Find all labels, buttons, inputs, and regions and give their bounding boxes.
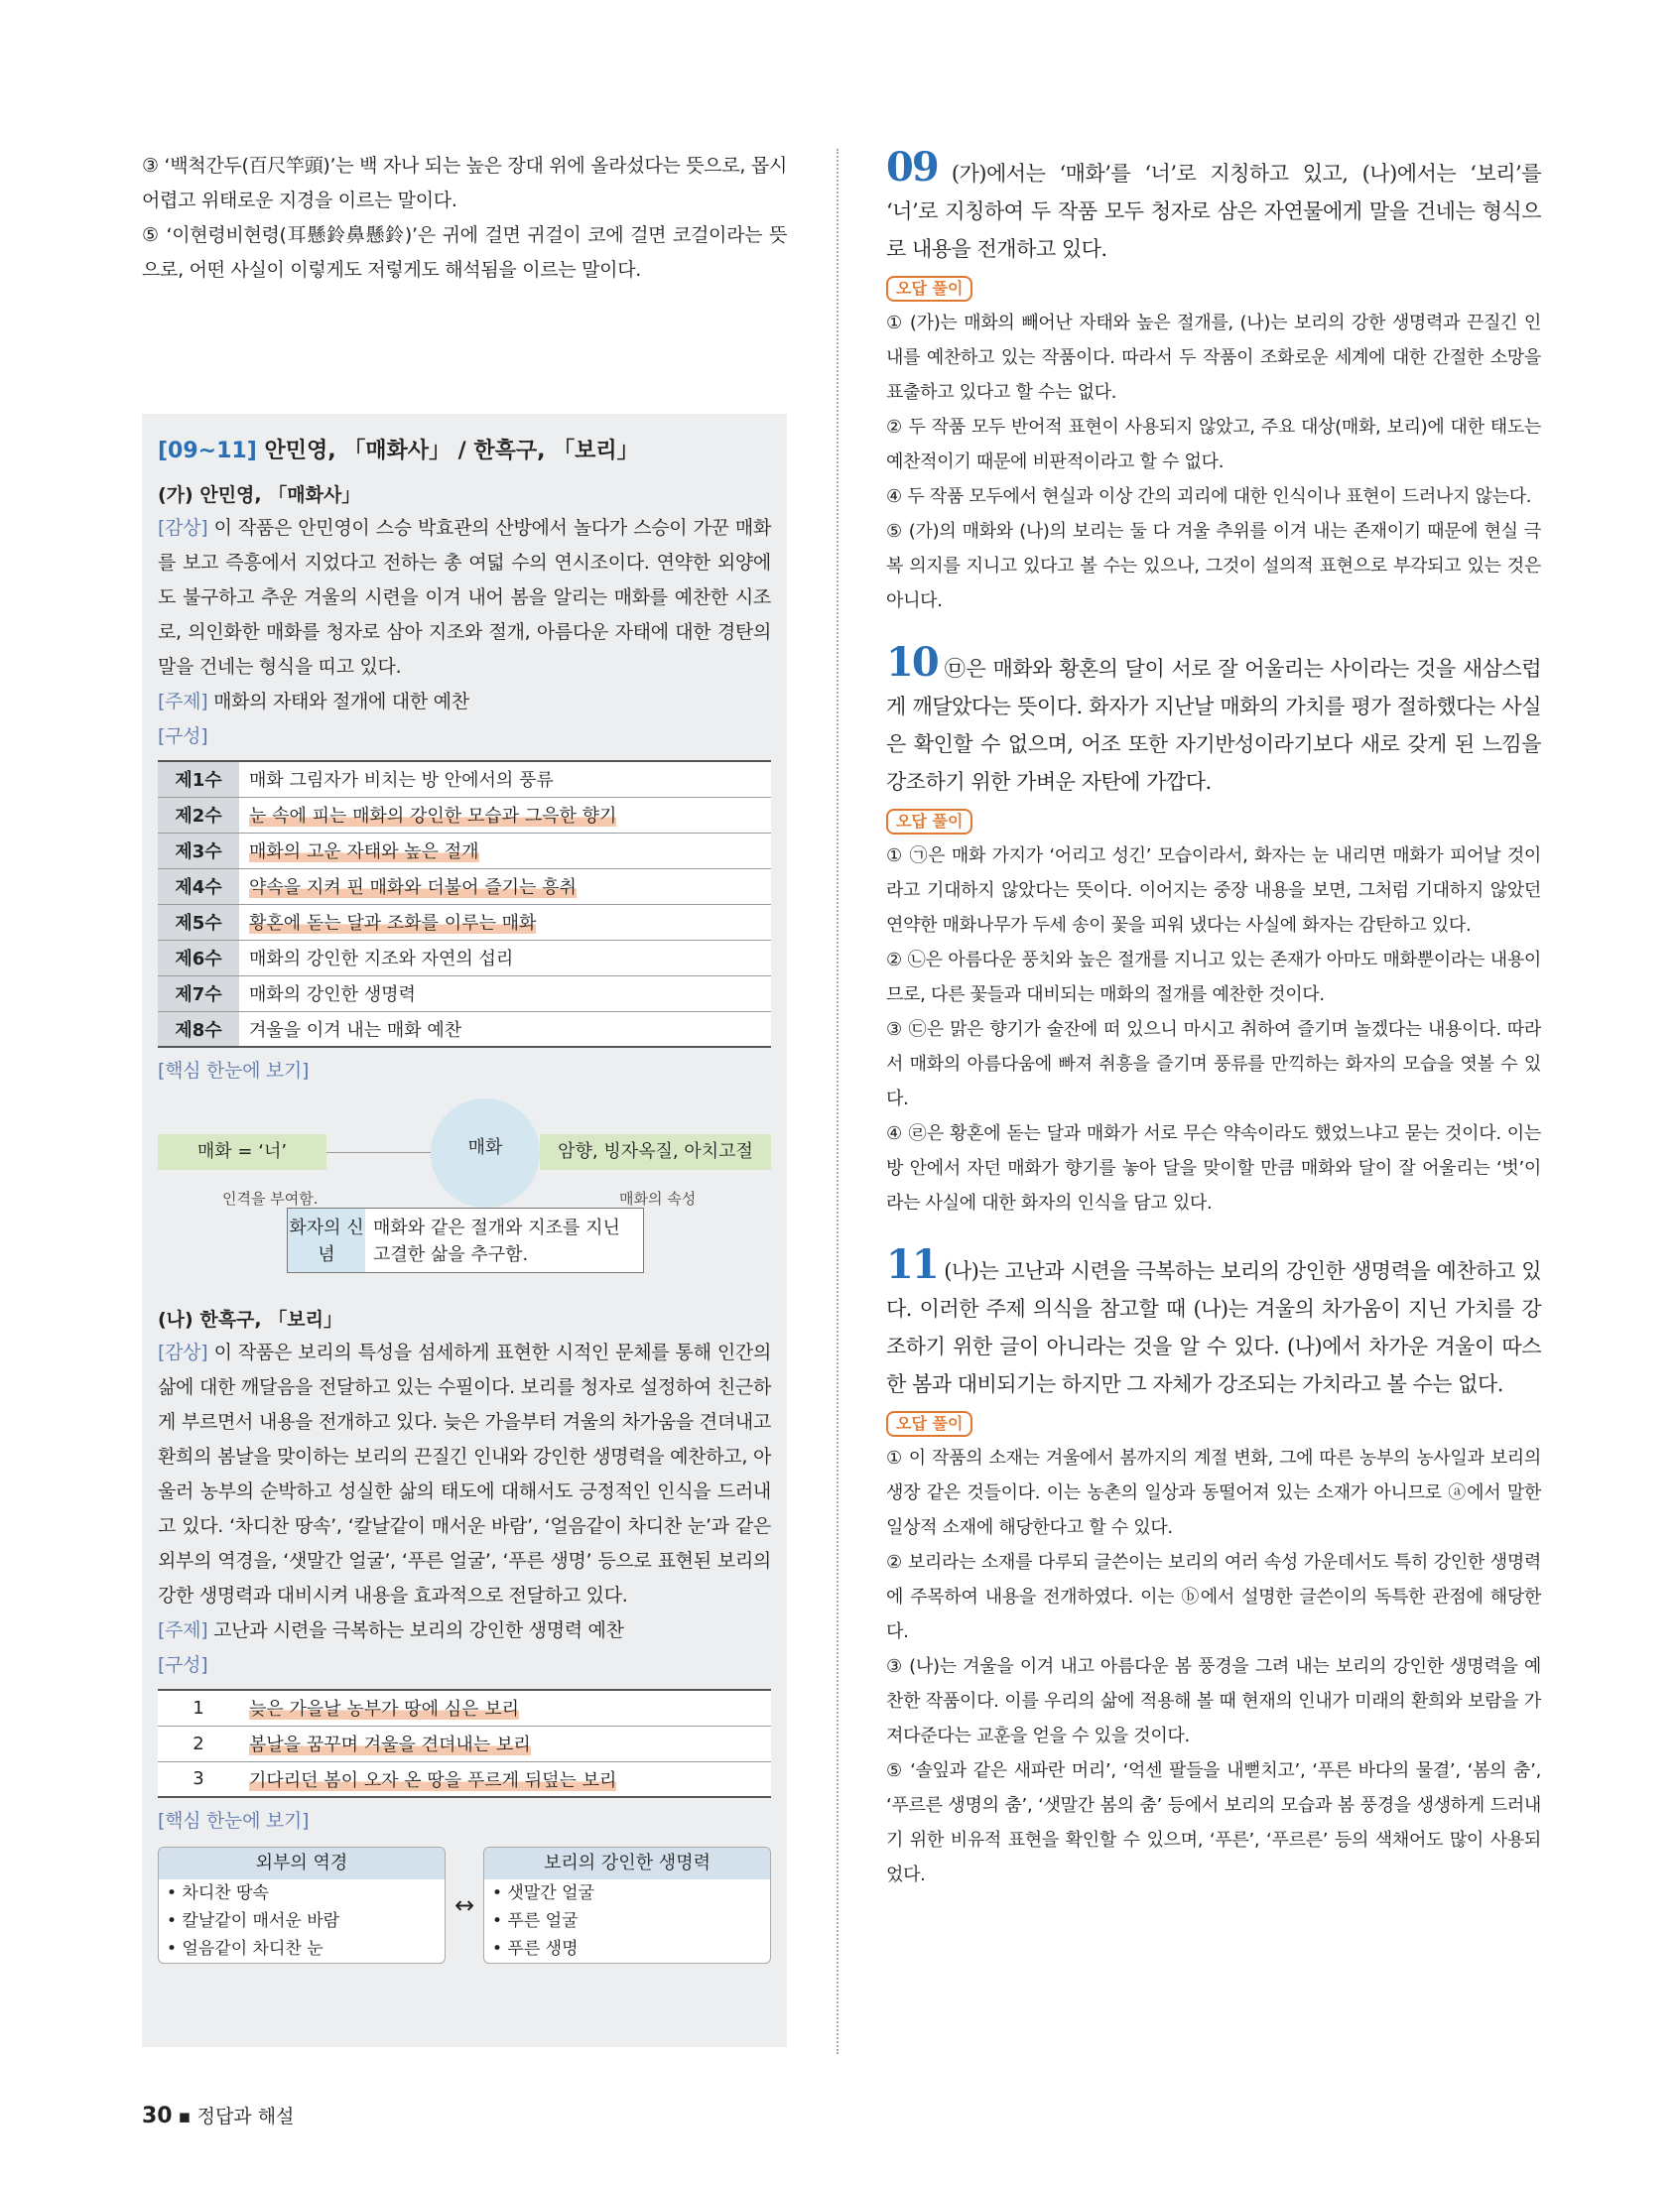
page-number: 30 (142, 2104, 173, 2128)
page-footer: 30 ▪ 정답과 해설 (142, 2104, 295, 2128)
table-row: 1 늦은 가을날 농부가 땅에 심은 보리 (158, 1690, 771, 1726)
note-3: ③ ‘백척간두(百尺竿頭)’는 백 자나 되는 높은 장대 위에 올라섰다는 뜻으로, 몹시 어렵고 위태로운 지경을 이르는 말이다. (142, 155, 787, 211)
work-a-structure-table (158, 760, 771, 1048)
table-row: 제3수 매화의 고운 자태와 높은 절개 (158, 833, 771, 868)
diagram-left-note: 인격을 부여함. (222, 1190, 319, 1208)
answers-column (886, 144, 1541, 1918)
compare-right: 보리의 강인한 생명력 • 샛말간 얼굴 • 푸른 얼굴 • 푸른 생명 (483, 1847, 771, 1964)
work-b-theme: [주제] 고난과 시련을 극복하는 보리의 강인한 생명력 예찬 (158, 1619, 624, 1641)
answer-badge: 오답 풀이 (886, 276, 972, 302)
table-row: 3 기다리던 봄이 오자 온 땅을 푸르게 뒤덮는 보리 (158, 1761, 771, 1797)
diagram-belief: 화자의 신념 매화와 같은 절개와 지조를 지닌 고결한 삶을 추구함. (287, 1208, 644, 1273)
table-row: 제1수 매화 그림자가 비치는 방 안에서의 풍류 (158, 761, 771, 797)
question-11: 11 (나)는 고난과 시련을 극복하는 보리의 강인한 생명력을 예찬하고 있다. 이러한 주제 의식을 참고할 때 (나)는 겨울의 차가움이 지닌 가치를 강조하기 위한 글이 아니라는 것을 알 수 있다. (나)에서 차가운 겨울이 따스한 봄과 대비되기는 하지만 그 자체가 강조되는 가치라고 볼 수는 없다. 오답 풀이 ① 이 작품의 소재는 겨울에서 봄까지의 계절 변화, 그에 따른 농부의 농사일과 보리의 생장 같은 것들이다. 이는 농촌의 일상과 동떨어져 있는 소재가 아니므로 ⓐ에서 말한 일상적 소재에 해당한다고 할 수 있다. ② 보리라는 소재를 다루되 글쓴이는 보리의 여러 속성 가운데서도 특히 강인한 생명력에 주목하여 내용을 전개하였다. 이는 ⓑ에서 설명한 글쓴이의 독특한 관점에 해당한다. ③ (나)는 겨울을 이겨 내고 아름다운 봄 풍경을 그려 내는 보리의 강인한 생명력을 예찬한 작품이다. 이를 우리의 삶에 적용해 볼 때 현재의 인내가 미래의 환희와 보람을 가져다준다는 교훈을 얻을 수 있을 것이다. ⑤ ‘솔잎과 같은 새파란 머리’, ‘억센 팔들을 내뻗치고’, ‘푸른 바다의 물결’, ‘봄의 춤’, ‘푸르른 생명의 춤’, ‘샛말간 봄의 춤’ 등에서 보리의 모습과 봄 풍경을 생생하게 드러내기 위한 비유적 표현을 확인할 수 있으며, ‘푸른’, ‘푸르른’ 등의 색채어도 많이 사용되었다. (886, 1241, 1541, 1885)
table-row: 제7수 매화의 강인한 생명력 (158, 975, 771, 1011)
work-a-title: (가) 안민영, 「매화사」 (158, 484, 361, 506)
compare-left: 외부의 역경 • 차디찬 땅속 • 칼날같이 매서운 바람 • 얼음같이 차디찬 눈 (158, 1847, 446, 1964)
table-row: 제2수 눈 속에 피는 매화의 강인한 모습과 그윽한 향기 (158, 797, 771, 833)
work-b-gamsang: [감상] 이 작품은 보리의 특성을 섬세하게 표현한 시적인 문체를 통해 인간의 삶에 대한 깨달음을 전달하고 있는 수필이다. 보리를 청자로 설정하여 친근하게 부르면서 내용을 전개하고 있다. 늦은 가을부터 겨울의 차가움을 견뎌내고 환희의 봄날을 맞이하는 보리의 끈질긴 인내와 강인한 생명력을 예찬하고, 아울러 농부의 순박하고 성실한 삶의 태도에 대해서도 긍정적인 인식을 드러내고 있다. ‘차디찬 땅속’, ‘칼날같이 매서운 바람’, ‘얼음같이 차디찬 눈’과 같은 외부의 역경을, ‘샛말간 얼굴’, ‘푸른 얼굴’, ‘푸른 생명’ 등으로 표현된 보리의 강한 생명력과 대비시켜 내용을 효과적으로 전달하고 있다. (158, 1342, 771, 1607)
answer-badge: 오답 풀이 (886, 1411, 972, 1437)
table-row: 2 봄날을 꿈꾸며 겨울을 견뎌내는 보리 (158, 1726, 771, 1761)
table-row: 제6수 매화의 강인한 지조와 자연의 섭리 (158, 940, 771, 975)
note-5: ⑤ ‘이현령비현령(耳懸鈴鼻懸鈴)’은 귀에 걸면 귀걸이 코에 걸면 코걸이라는 뜻으로, 어떤 사실이 이렇게도 저렇게도 해석됨을 이르는 말이다. (142, 224, 787, 281)
diagram-right: 암향, 빙자옥질, 아치고절 (540, 1134, 771, 1170)
compare-diagram (158, 1847, 771, 1964)
column-divider (837, 149, 839, 2054)
work-a-gamsang: [감상] 이 작품은 안민영이 스승 박효관의 산방에서 놀다가 스승이 가꾼 매화를 보고 즉흥에서 지었다고 전하는 총 여덟 수의 연시조이다. 연약한 외양에도 불구하고 추운 겨울의 시련을 이겨 내어 봄을 알리는 매화를 예찬한 시조로, 의인화한 매화를 청자로 삼아 지조와 절개, 아름다운 자태에 대한 경탄의 말을 건네는 형식을 띠고 있다. (158, 517, 771, 678)
work-b-structure-table (158, 1689, 771, 1798)
box-title: [09~11] 안민영, 「매화사」 / 한흑구, 「보리」 (158, 439, 639, 463)
work-b-key-label: [핵심 한눈에 보기] (158, 1810, 310, 1832)
work-b-title: (나) 한흑구, 「보리」 (158, 1309, 342, 1331)
footer-label: 정답과 해설 (196, 2106, 295, 2127)
table-row: 제5수 황혼에 돋는 달과 조화를 이루는 매화 (158, 904, 771, 940)
table-row: 제8수 겨울을 이겨 내는 매화 예찬 (158, 1011, 771, 1047)
work-b-structure-label: [구성] (158, 1654, 208, 1676)
work-a-theme: [주제] 매화의 자태와 절개에 대한 예찬 (158, 691, 469, 712)
work-a-structure-label: [구성] (158, 725, 208, 747)
diagram-right-note: 매화의 속성 (619, 1190, 697, 1208)
table-row: 제4수 약속을 지켜 핀 매화와 더불어 즐기는 흥취 (158, 868, 771, 904)
answer-badge: 오답 풀이 (886, 809, 972, 835)
top-notes (142, 149, 787, 288)
diagram-center: 매화 (431, 1098, 540, 1208)
concept-diagram (158, 1098, 771, 1297)
summary-box (142, 414, 787, 2047)
diagram-left: 매화 = ‘너’ (158, 1134, 326, 1170)
double-arrow-icon: ↔ (453, 1891, 475, 1919)
question-09: 09 (가)에서는 ‘매화’를 ‘너’로 지칭하고 있고, (나)에서는 ‘보리’를 ‘너’로 지칭하여 두 작품 모두 청자로 삼은 자연물에게 말을 건네는 형식으로 내용을 전개하고 있다. 오답 풀이 ① (가)는 매화의 빼어난 자태와 높은 절개를, (나)는 보리의 강한 생명력과 끈질긴 인내를 예찬하고 있는 작품이다. 따라서 두 작품이 조화로운 세계에 대한 간절한 소망을 표출하고 있다고 할 수는 없다. ② 두 작품 모두 반어적 표현이 사용되지 않았고, 주요 대상(매화, 보리)에 대한 태도는 예찬적이기 때문에 비판적이라고 할 수 없다. ④ 두 작품 모두에서 현실과 이상 간의 괴리에 대한 인식이나 표현이 드러나지 않는다. ⑤ (가)의 매화와 (나)의 보리는 둘 다 겨울 추위를 이겨 내는 존재이기 때문에 현실 극복 의지를 지니고 있다고 볼 수는 있으나, 그것이 설의적 표현으로 부각되고 있는 것은 아니다. (886, 144, 1541, 611)
work-a-key-label: [핵심 한눈에 보기] (158, 1060, 310, 1082)
question-10: 10 ㉤은 매화와 황혼의 달이 서로 잘 어울리는 사이라는 것을 새삼스럽게 깨달았다는 뜻이다. 화자가 지난날 매화의 가치를 평가 절하했다는 사실은 확인할 수 없으며, 어조 또한 자기반성이라기보다 새로 갖게 된 느낌을 강조하기 위한 가벼운 자탄에 가깝다. 오답 풀이 ① ㉠은 매화 가지가 ‘어리고 성긴’ 모습이라서, 화자는 눈 내리면 매화가 피어날 것이라고 기대하지 않았다는 뜻이다. 이어지는 중장 내용을 보면, 그처럼 기대하지 않았던 연약한 매화나무가 두세 송이 꽃을 피워 냈다는 사실에 화자는 감탄하고 있다. ② ㉡은 아름다운 풍치와 높은 절개를 지니고 있는 존재가 아마도 매화뿐이라는 내용이므로, 다른 꽃들과 대비되는 매화의 절개를 예찬한 것이다. ③ ㉢은 맑은 향기가 술잔에 떠 있으니 마시고 취하여 즐기며 놀겠다는 내용이다. 따라서 매화의 아름다움에 빠져 취흥을 즐기며 풍류를 만끽하는 화자의 모습을 엿볼 수 있다. ④ ㉣은 황혼에 돋는 달과 매화가 서로 무슨 약속이라도 했었느냐고 묻는 것이다. 이는 방 안에서 자던 매화가 향기를 놓아 달을 맞이할 만큼 매화와 달이 잘 어울리는 ‘벗’이라는 사실에 대한 화자의 인식을 담고 있다. (886, 639, 1541, 1214)
